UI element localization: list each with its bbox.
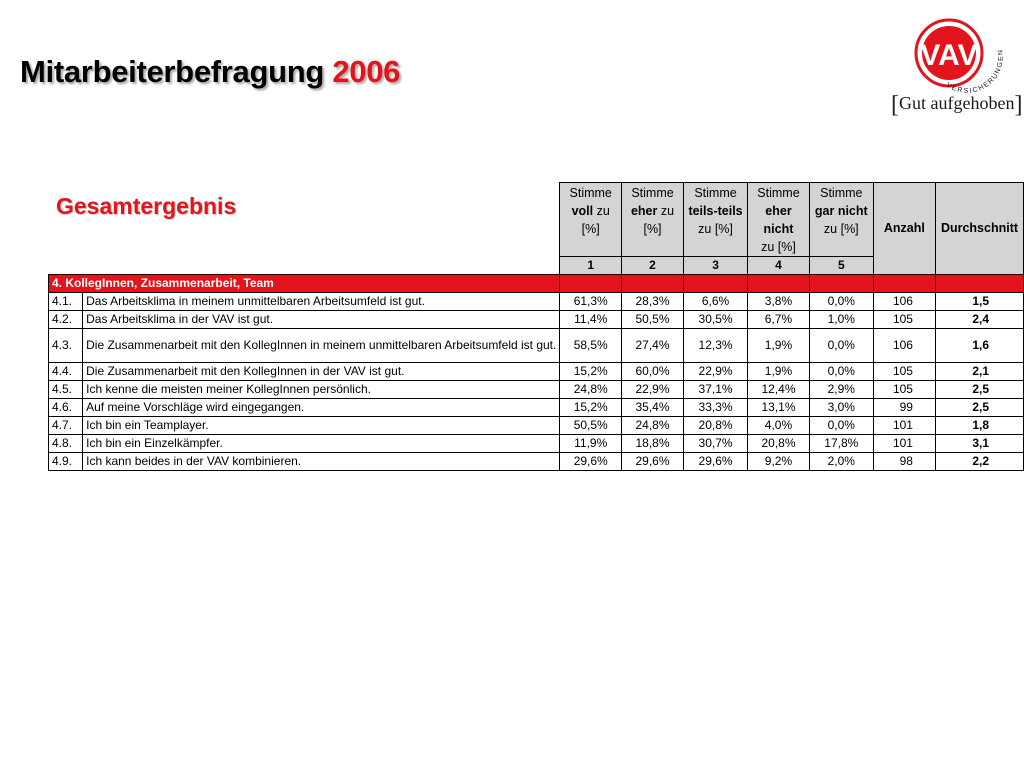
header-col-1: Stimme voll zu [%] [560, 183, 622, 257]
header-row [49, 183, 1024, 257]
logo-brand-text: VAV [920, 39, 978, 72]
vav-logo-mark [888, 16, 1010, 94]
header-count: Anzahl [873, 183, 935, 275]
section-subtitle: Gesamtergebnis [56, 193, 237, 219]
table-row: 4.9. Ich kann beides in der VAV kombinieren. 29,6% 29,6% 29,6% 9,2% 2,0% 98 2,2 [49, 453, 1024, 471]
scale-5: 5 [809, 257, 873, 275]
section-title: 4. KollegInnen, Zusammenarbeit, Team [49, 275, 560, 293]
header-col-5: Stimme gar nicht zu [%] [809, 183, 873, 257]
title-year: 2006 [332, 54, 401, 89]
header-average: Durchschnitt [935, 183, 1023, 275]
table-row: 4.3. Die Zusammenarbeit mit den KollegInnen in meinem unmittelbaren Arbeitsumfeld ist gut. 58,5% 27,4% 12,3% 1,9% 0,0% 106 1,6 [49, 329, 1024, 363]
scale-3: 3 [683, 257, 747, 275]
title-text: Mitarbeiterbefragung [20, 54, 325, 89]
header-col-2: Stimme eher zu [%] [622, 183, 684, 257]
table-row: 4.1. Das Arbeitsklima in meinem unmittelbaren Arbeitsumfeld ist gut. 61,3% 28,3% 6,6% 3,8% 0,0% 106 1,5 [49, 293, 1024, 311]
scale-2: 2 [622, 257, 684, 275]
table-row: 4.6. Auf meine Vorschläge wird eingegangen. 15,2% 35,4% 33,3% 13,1% 3,0% 99 2,5 [49, 399, 1024, 417]
logo-tagline: [Gut aufgehoben] [891, 92, 1023, 118]
table-row: 4.8. Ich bin ein Einzelkämpfer. 11,9% 18,8% 30,7% 20,8% 17,8% 101 3,1 [49, 435, 1024, 453]
header-col-3: Stimme teils-teils zu [%] [683, 183, 747, 257]
header-col-4: Stimme eher nicht zu [%] [748, 183, 810, 257]
scale-4: 4 [748, 257, 810, 275]
tagline-text: Gut aufgehoben [899, 93, 1015, 113]
table-row: 4.2. Das Arbeitsklima in der VAV ist gut. 11,4% 50,5% 30,5% 6,7% 1,0% 105 2,4 [49, 311, 1024, 329]
section-row [49, 275, 1024, 293]
page-title [20, 54, 400, 90]
table-row: 4.4. Die Zusammenarbeit mit den KollegInnen in der VAV ist gut. 15,2% 60,0% 22,9% 1,9% 0,0% 105 2,1 [49, 363, 1024, 381]
results-table [48, 182, 1024, 471]
table-row: 4.5. Ich kenne die meisten meiner KollegInnen persönlich. 24,8% 22,9% 37,1% 12,4% 2,9% 105 2,5 [49, 381, 1024, 399]
logo-arc-text: VERSICHERUNGEN [944, 47, 1005, 94]
scale-1: 1 [560, 257, 622, 275]
table-row: 4.7. Ich bin ein Teamplayer. 50,5% 24,8% 20,8% 4,0% 0,0% 101 1,8 [49, 417, 1024, 435]
